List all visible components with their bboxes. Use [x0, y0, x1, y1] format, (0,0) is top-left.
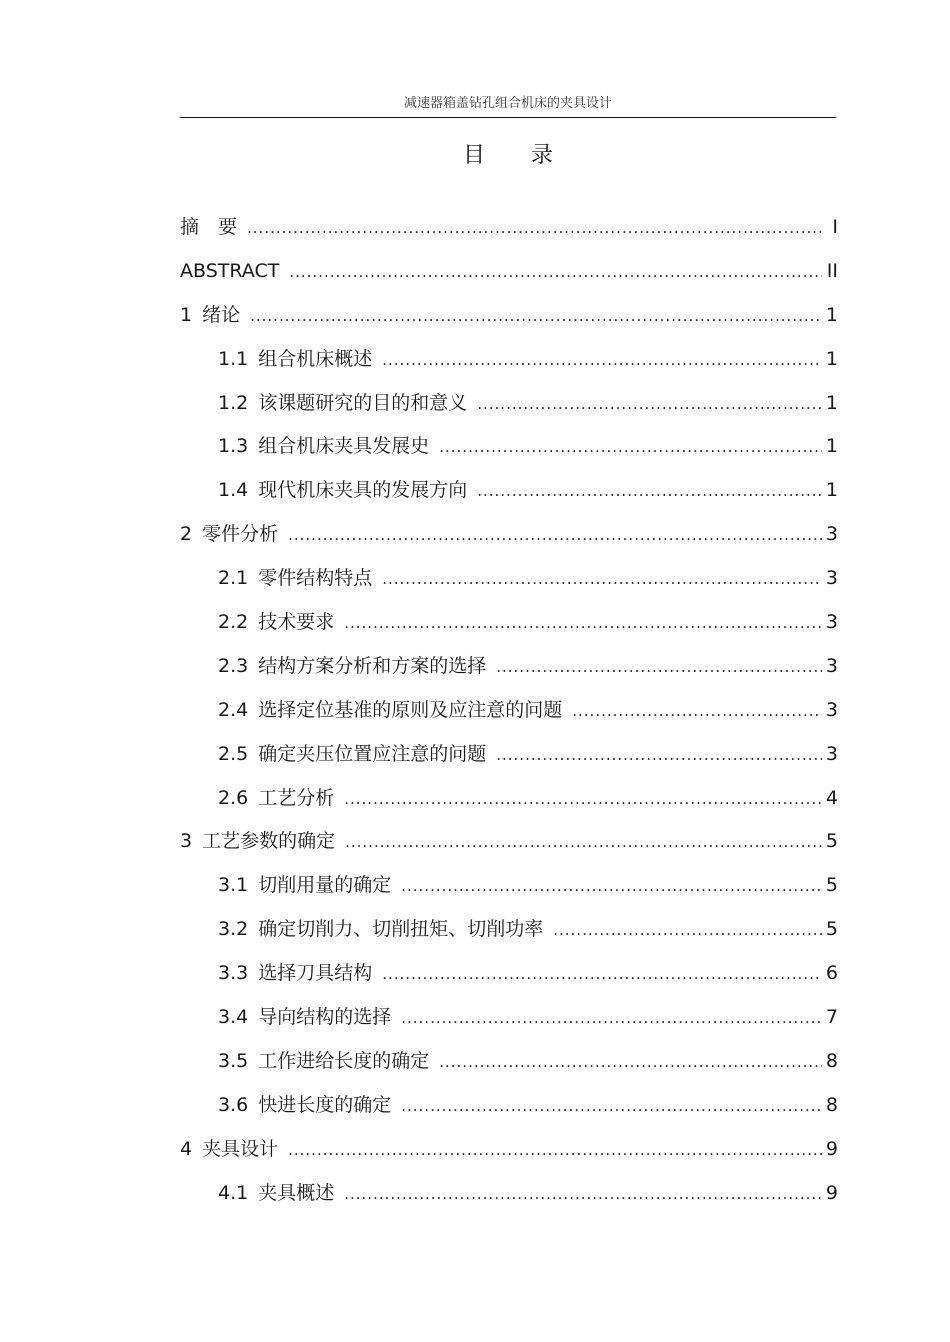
toc-dot-leader: [439, 1041, 822, 1085]
toc-entry-page: 3: [825, 654, 838, 677]
toc-entry-label: 摘 要: [180, 216, 238, 238]
toc-dot-leader: [401, 997, 822, 1041]
toc-dot-leader: [288, 1129, 822, 1173]
toc-dot-leader: [344, 778, 822, 822]
toc-dot-leader: [250, 295, 822, 339]
toc-entry[interactable]: [180, 1128, 840, 1172]
toc-entry-number: 2.5: [218, 742, 249, 765]
toc-entry-page: I: [832, 216, 838, 238]
toc-entry[interactable]: [180, 1172, 840, 1216]
toc-entry-number: 1: [180, 303, 193, 326]
toc-entry[interactable]: [180, 294, 840, 338]
toc-entry-number: 2.2: [218, 611, 249, 634]
toc-dot-leader: [496, 734, 822, 778]
toc-entry-label: 技术要求: [258, 611, 335, 634]
toc-entry-page: 1: [825, 391, 838, 414]
toc-entry-page: 3: [825, 523, 838, 546]
toc-dot-leader: [247, 207, 822, 251]
toc-entry-label: 快进长度的确定: [258, 1093, 392, 1116]
toc-entry-number: 1.4: [218, 479, 249, 502]
toc-entry-number: 3.4: [218, 1006, 249, 1029]
toc-entry-label: 零件分析: [202, 523, 279, 546]
toc-entry[interactable]: [180, 908, 840, 952]
toc-dot-leader: [401, 1085, 822, 1129]
toc-entry-number: 3: [180, 830, 193, 853]
toc-entry-number: 1.1: [218, 347, 249, 370]
toc-entry-label: 切削用量的确定: [258, 874, 392, 897]
toc-entry-number: 1.2: [218, 391, 249, 414]
toc-dot-leader: [553, 909, 822, 953]
toc-entry-page: 6: [825, 962, 838, 985]
toc-entry-page: 5: [825, 830, 838, 853]
toc-entry[interactable]: [180, 338, 840, 382]
toc-entry[interactable]: [180, 382, 840, 426]
toc-entry[interactable]: [180, 733, 840, 777]
toc-entry[interactable]: [180, 425, 840, 469]
table-of-contents: [180, 206, 840, 1215]
running-header: 减速器箱盖钻孔组合机床的夹具设计: [403, 96, 612, 111]
header-rule: [180, 117, 836, 118]
toc-entry-page: 3: [825, 611, 838, 634]
toc-dot-leader: [477, 383, 822, 427]
toc-entry-label: 确定切削力、切削扭矩、切削功率: [258, 918, 544, 941]
toc-dot-leader: [344, 1173, 822, 1217]
toc-entry-page: 1: [825, 347, 838, 370]
toc-dot-leader: [289, 251, 822, 295]
toc-entry-page: 8: [825, 1049, 838, 1072]
toc-entry-label: 该课题研究的目的和意义: [258, 391, 468, 414]
toc-entry[interactable]: [180, 513, 840, 557]
toc-entry-number: 4.1: [218, 1181, 249, 1204]
toc-entry-label: 夹具设计: [202, 1137, 279, 1160]
toc-entry[interactable]: [180, 250, 840, 294]
toc-entry-page: 3: [825, 567, 838, 590]
toc-entry-label: 工艺参数的确定: [202, 830, 336, 853]
toc-entry[interactable]: [180, 206, 840, 250]
toc-entry[interactable]: [180, 820, 840, 864]
toc-entry-page: 9: [825, 1137, 838, 1160]
toc-entry[interactable]: [180, 1084, 840, 1128]
toc-entry-label: 零件结构特点: [258, 567, 373, 590]
toc-dot-leader: [477, 470, 822, 514]
toc-dot-leader: [382, 558, 822, 602]
toc-entry-number: 1.3: [218, 435, 249, 458]
toc-entry-number: 3.6: [218, 1093, 249, 1116]
toc-entry-page: 9: [825, 1181, 838, 1204]
toc-entry-number: 2.1: [218, 567, 249, 590]
toc-entry-number: 2.4: [218, 698, 249, 721]
toc-entry-number: 2.6: [218, 786, 249, 809]
toc-entry-label: 现代机床夹具的发展方向: [258, 479, 468, 502]
toc-entry-page: 7: [825, 1006, 838, 1029]
toc-entry-label: ABSTRACT: [180, 259, 280, 282]
toc-entry[interactable]: [180, 469, 840, 513]
toc-entry-number: 3.2: [218, 918, 249, 941]
toc-entry-label: 组合机床概述: [258, 347, 373, 370]
toc-entry-number: 2: [180, 523, 193, 546]
toc-entry-page: 1: [825, 435, 838, 458]
toc-entry[interactable]: [180, 689, 840, 733]
toc-entry-number: 3.3: [218, 962, 249, 985]
toc-dot-leader: [439, 426, 822, 470]
toc-dot-leader: [344, 602, 822, 646]
toc-entry[interactable]: [180, 864, 840, 908]
toc-entry[interactable]: [180, 645, 840, 689]
toc-dot-leader: [382, 953, 822, 997]
toc-entry-page: II: [826, 259, 838, 282]
toc-entry-number: 4: [180, 1137, 193, 1160]
toc-entry-label: 夹具概述: [258, 1181, 335, 1204]
toc-entry-label: 确定夹压位置应注意的问题: [258, 742, 487, 765]
toc-entry-label: 工艺分析: [258, 786, 335, 809]
toc-dot-leader: [496, 646, 822, 690]
toc-entry-label: 组合机床夹具发展史: [258, 435, 430, 458]
toc-entry-label: 导向结构的选择: [258, 1006, 392, 1029]
toc-dot-leader: [288, 514, 822, 558]
toc-entry-page: 3: [825, 742, 838, 765]
toc-entry-label: 选择刀具结构: [258, 962, 373, 985]
toc-entry-number: 3.5: [218, 1049, 249, 1072]
toc-entry-label: 工作进给长度的确定: [258, 1049, 430, 1072]
toc-entry-page: 1: [825, 479, 838, 502]
toc-entry[interactable]: [180, 777, 840, 821]
toc-entry[interactable]: [180, 557, 840, 601]
toc-entry[interactable]: [180, 1040, 840, 1084]
toc-entry-page: 3: [825, 698, 838, 721]
toc-entry-page: 8: [825, 1093, 838, 1116]
toc-dot-leader: [345, 821, 822, 865]
toc-entry-label: 绪论: [202, 303, 241, 326]
toc-entry-label: 结构方案分析和方案的选择: [258, 654, 487, 677]
toc-entry[interactable]: [180, 952, 840, 996]
toc-entry-page: 4: [825, 786, 838, 809]
toc-dot-leader: [572, 690, 822, 734]
toc-title: 目录: [462, 143, 599, 168]
toc-entry-number: 3.1: [218, 874, 249, 897]
toc-entry-number: 2.3: [218, 654, 249, 677]
toc-entry-label: 选择定位基准的原则及应注意的问题: [258, 698, 563, 721]
toc-entry-page: 1: [825, 303, 838, 326]
toc-entry[interactable]: [180, 996, 840, 1040]
toc-entry-page: 5: [825, 918, 838, 941]
toc-dot-leader: [382, 339, 822, 383]
toc-entry[interactable]: [180, 601, 840, 645]
toc-dot-leader: [401, 865, 822, 909]
toc-entry-page: 5: [825, 874, 838, 897]
